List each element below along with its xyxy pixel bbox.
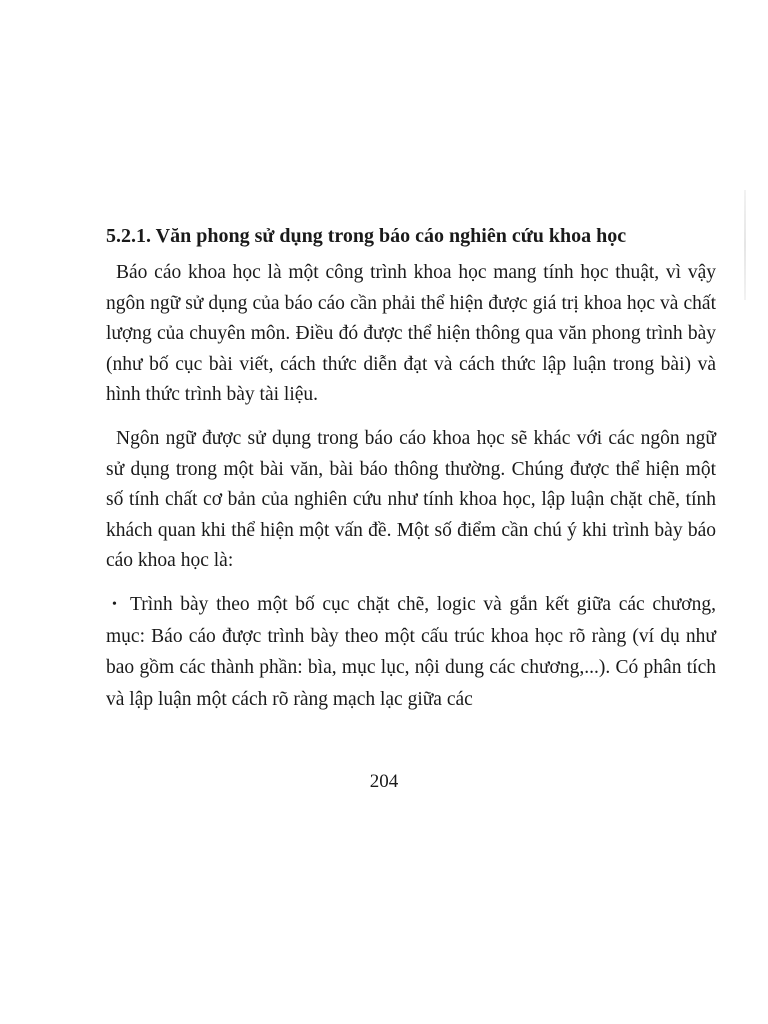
page-number: 204 [369,771,399,792]
bullet-dot-icon: • [112,597,117,612]
body-paragraph-2 [106,424,716,577]
page-edge-shadow [744,190,746,300]
bullet-item-1-text: Trình bày theo một bố cục chặt chẽ, logic và gắn kết giữa các chương, mục: Báo cáo được trình bày theo một cấu trúc khoa học rõ ràng (ví dụ như bao gồm các thành phần: bìa, mục lục, nội dung các chương,...). Có phân tích và lập luận một cách rõ ràng mạch lạc giữa các [106,594,716,710]
body-paragraph-1 [106,258,716,411]
bullet-item-1 [106,589,716,715]
body-paragraph-2-text: Ngôn ngữ được sử dụng trong báo cáo khoa học sẽ khác với các ngôn ngữ sử dụng trong một bài văn, bài báo thông thường. Chúng được thể hiện một số tính chất cơ bản của nghiên cứu như tính khoa học, lập luận chặt chẽ, tính khách quan khi thể hiện một vấn đề. Một số điểm cần chú ý khi trình bày báo cáo khoa học là: [106,428,716,571]
section-heading: 5.2.1. Văn phong sử dụng trong báo cáo nghiên cứu khoa học [106,225,627,247]
body-paragraph-1-text: Báo cáo khoa học là một công trình khoa học mang tính học thuật, vì vậy ngôn ngữ sử dụng của báo cáo cần phải thể hiện được giá trị khoa học và chất lượng của chuyên môn. Điều đó được thể hiện thông qua văn phong trình bày (như bố cục bài viết, cách thức diễn đạt và cách thức lập luận trong bài) và hình thức trình bày tài liệu. [106,262,716,405]
